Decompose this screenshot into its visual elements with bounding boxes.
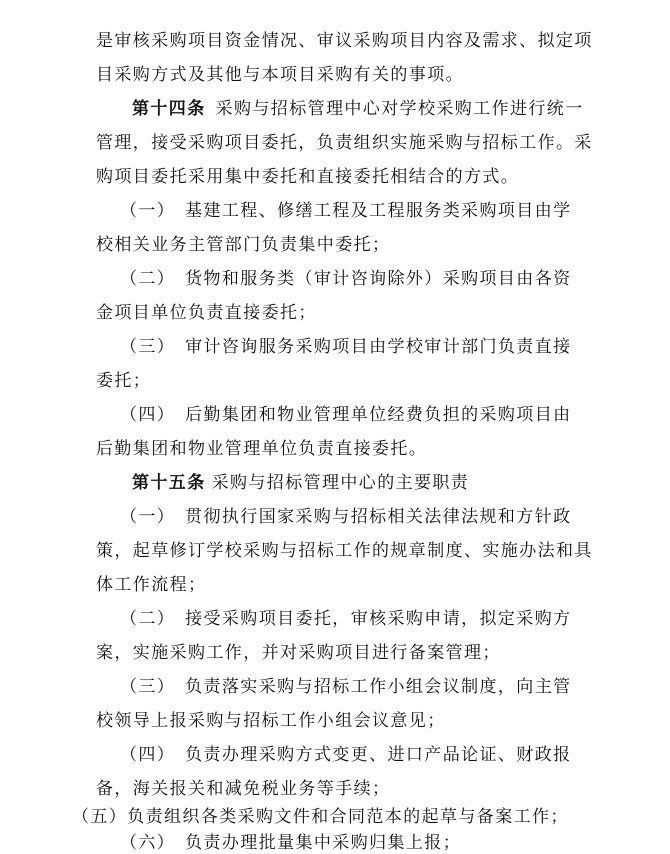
list-item-line: （六） 负责办理批量集中采购归集上报； bbox=[120, 833, 462, 853]
text-line: 校相关业务主管部门负责集中委托； bbox=[96, 235, 391, 255]
list-item-line: （四） 负责办理采购方式变更、进口产品论证、财政报 bbox=[120, 745, 572, 765]
article-text: 采购与招标管理中心对学校采购工作进行统一 bbox=[215, 99, 584, 119]
article-number: 第十五条 bbox=[132, 473, 206, 493]
article-14-line bbox=[132, 98, 584, 120]
text-line: 案，实施采购工作，并对采购项目进行备案管理； bbox=[96, 643, 501, 663]
text-line: 校领导上报采购与招标工作小组会议意见； bbox=[96, 711, 446, 731]
list-item-line: （三） 审计咨询服务采购项目由学校审计部门负责直接 bbox=[120, 337, 572, 357]
text-line: 目采购方式及其他与本项目采购有关的事项。 bbox=[96, 65, 464, 85]
list-item-line: （三） 负责落实采购与招标工作小组会议制度，向主管 bbox=[120, 677, 572, 697]
text-line: 金项目单位负责直接委托； bbox=[96, 303, 317, 323]
text-line: 购项目委托采用集中委托和直接委托相结合的方式。 bbox=[96, 167, 520, 187]
text-line: 策，起草修订学校采购与招标工作的规章制度、实施办法和具 bbox=[96, 541, 593, 561]
list-item-line: （一） 基建工程、修缮工程及工程服务类采购项目由学 bbox=[120, 201, 572, 221]
text-line: 后勤集团和物业管理单位负责直接委托。 bbox=[96, 439, 428, 459]
list-item-line: （二） 货物和服务类（审计咨询除外）采购项目由各资 bbox=[120, 269, 572, 289]
article-text: 采购与招标管理中心的主要职责 bbox=[211, 473, 470, 493]
text-line: 体工作流程； bbox=[96, 575, 207, 595]
list-item-line: （五）负责组织各类采购文件和合同范本的起草与备案工作； bbox=[72, 807, 569, 827]
list-item-line: （一） 贯彻执行国家采购与招标相关法律法规和方针政 bbox=[120, 507, 572, 527]
list-item-line: （四） 后勤集团和物业管理单位经费负担的采购项目由 bbox=[120, 405, 572, 425]
text-line: 管理，接受采购项目委托，负责组织实施采购与招标工作。采 bbox=[96, 133, 593, 153]
article-15-line bbox=[132, 472, 469, 494]
list-item-line: （二） 接受采购项目委托，审核采购申请，拟定采购方 bbox=[120, 609, 572, 629]
text-line: 是审核采购项目资金情况、审议采购项目内容及需求、拟定项 bbox=[96, 31, 593, 51]
text-line: 备，海关报关和减免税业务等手续； bbox=[96, 779, 391, 799]
text-line: 委托； bbox=[96, 371, 152, 391]
article-number: 第十四条 bbox=[132, 99, 206, 119]
